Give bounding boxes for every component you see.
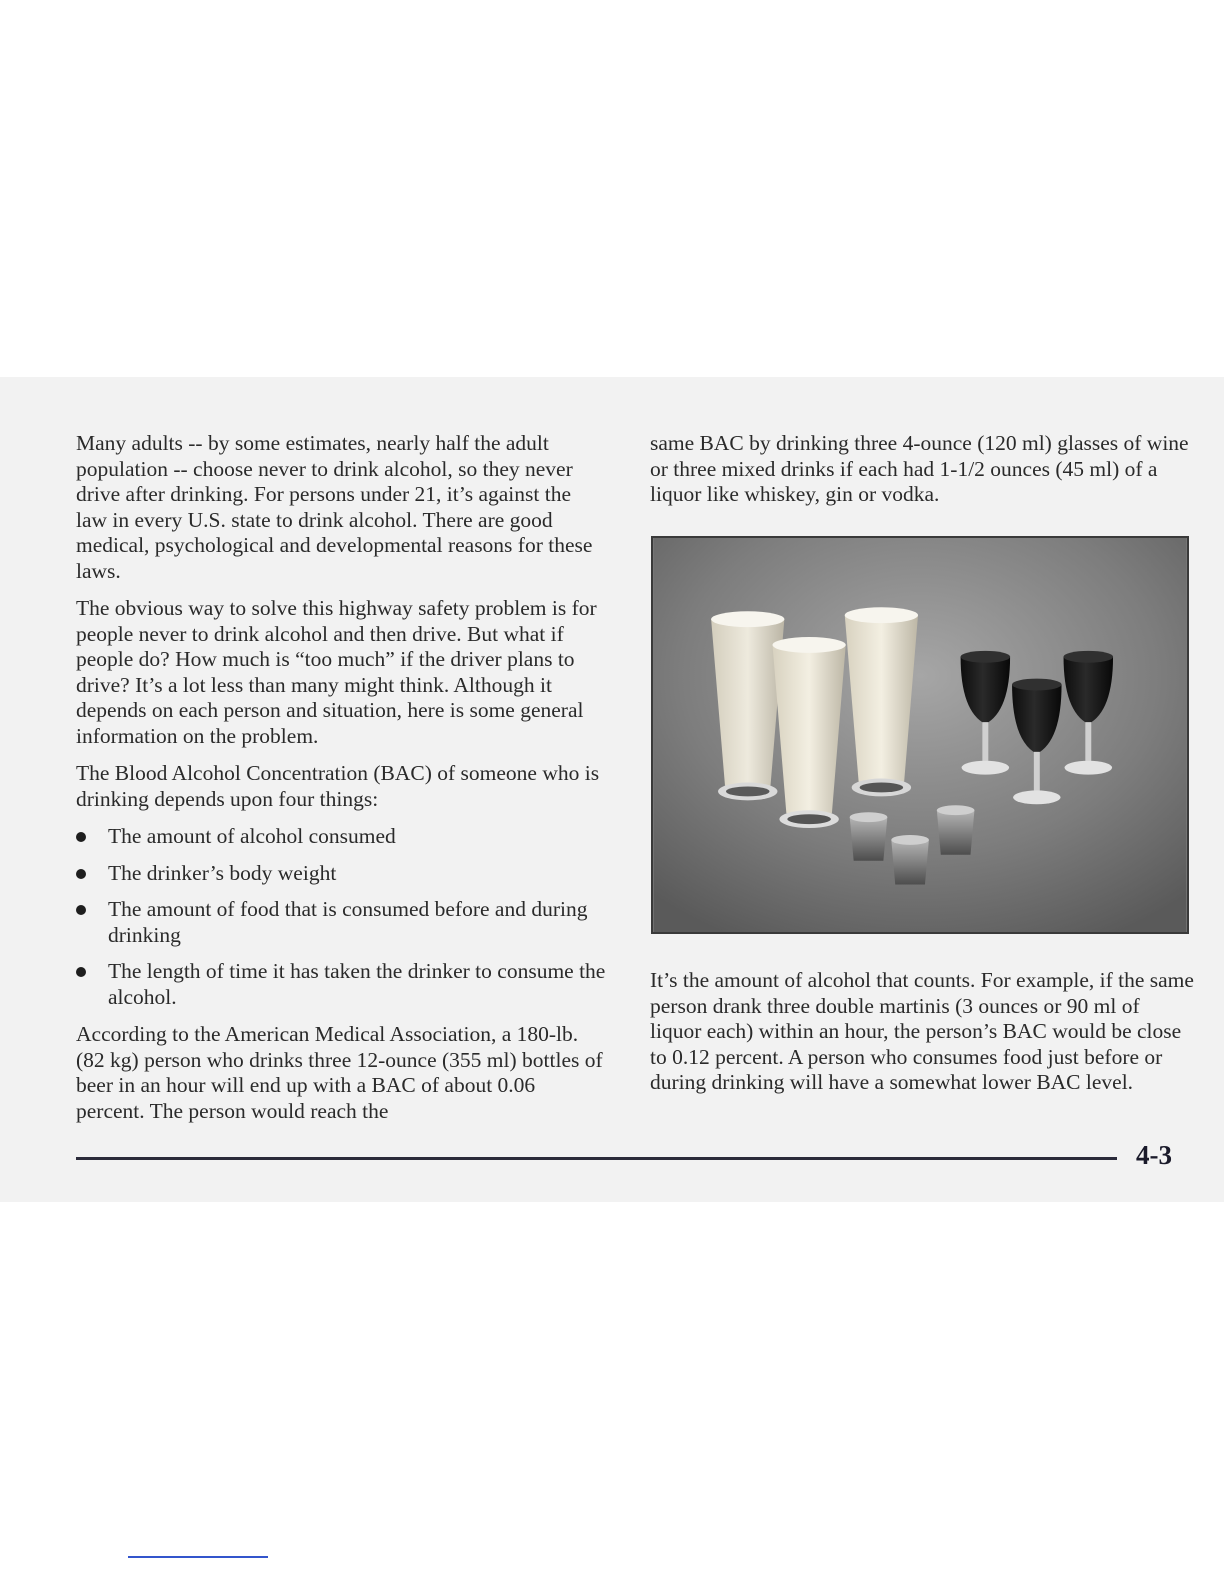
same-bac-paragraph: same BAC by drinking three 4-ounce (120 ml) glasses of wine or three mixed drinks if each had 1-1/2 ounces (45 ml) of a liquor like whiskey, gin or vodka. xyxy=(650,431,1189,506)
bac-factors-list xyxy=(76,824,606,1010)
footer-rule xyxy=(76,1157,1117,1160)
list-item: The drinker’s body weight xyxy=(76,861,606,887)
bullet-icon xyxy=(76,905,86,915)
link-underline xyxy=(128,1556,268,1558)
shot-glass-right xyxy=(937,805,975,854)
bullet-icon xyxy=(76,967,86,977)
intro-paragraph: Many adults -- by some estimates, nearly half the adult population -- choose never to drink alcohol, so they never drive after drinking. For persons under 21, it’s against the law in every U.S. state to drink alcohol. There are good medical, psychological and developmental reasons for these laws. xyxy=(76,431,593,583)
right-column-top xyxy=(650,431,1195,520)
drinks-photo xyxy=(651,536,1189,934)
shot-glass-center xyxy=(891,835,929,884)
list-item: The length of time it has taken the drinker to consume the alcohol. xyxy=(76,959,606,1010)
ama-paragraph: According to the American Medical Association, a 180-lb. (82 kg) person who drinks three 12-ounce (355 ml) bottles of beer in an hour will end up with a BAC of about 0.06 percent. The person would reach the xyxy=(76,1022,603,1123)
bullet-icon xyxy=(76,832,86,842)
bac-intro-paragraph: The Blood Alcohol Concentration (BAC) of someone who is drinking depends upon four things: xyxy=(76,761,600,811)
shot-glass-left xyxy=(850,812,888,861)
page-number: 4-3 xyxy=(1136,1140,1172,1170)
list-item: The amount of food that is consumed before and during drinking xyxy=(76,897,606,948)
bullet-icon xyxy=(76,869,86,879)
list-item: The amount of alcohol consumed xyxy=(76,824,606,850)
martini-paragraph: It’s the amount of alcohol that counts. For example, if the same person drank three double martinis (3 ounces or 90 ml of liquor each) within an hour, the person’s BAC would be close to 0.12 percent. A person who consumes food just before or during drinking will have a somewhat lower BAC level. xyxy=(650,968,1194,1094)
left-column xyxy=(76,431,606,1136)
drinks-photo-illustration xyxy=(653,538,1187,932)
right-column-bottom xyxy=(650,968,1195,1108)
safety-paragraph: The obvious way to solve this highway safety problem is for people never to drink alcohol and then drive. But what if people do? How much is “too much” if the driver plans to drive? It’s a lot less than many might think. Although it depends on each person and situation, here is some general information on the problem. xyxy=(76,596,597,748)
